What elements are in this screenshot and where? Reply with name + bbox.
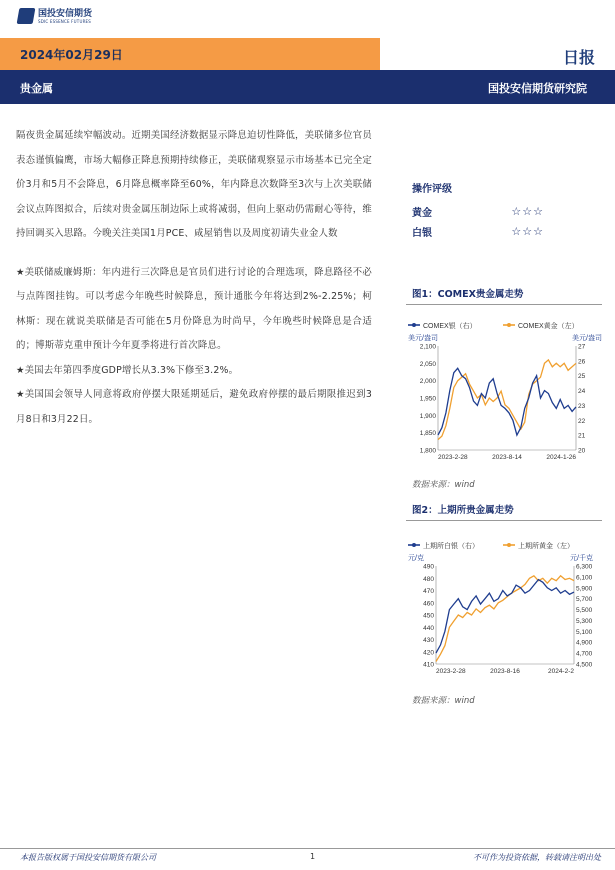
logo-name: 国投安信期货 (38, 8, 93, 19)
x-tick-label: 2023-2-28 (438, 454, 468, 461)
left-tick-label: 2,100 (419, 343, 436, 351)
market-summary-paragraph: 隔夜贵金属延续窄幅波动。近期美国经济数据显示降息迫切性降低，美联储多位官员表态谨慎偏鹰，市场大幅修正降息预期持续修正，美联储观察显示市场基本已完全定价3月和5月不会降息，6月降息概率降至60%，年内降息次数降至3次与上次美联储会议点阵图拟合，后续对贵金属压制边际上或将减弱，但向上驱动仍需耐心等待，维持回调买入思路。今晚关注美国1月PCE、咸屋销售以及周度初请失业金人数 (16, 130, 372, 239)
legend-label: 上期所白银（右） (423, 543, 479, 550)
right-tick-label: 20 (578, 447, 586, 455)
left-tick-label: 430 (423, 637, 434, 644)
right-tick-label: 5,300 (576, 617, 593, 625)
page-number: 1 (310, 852, 316, 861)
rating-item-name: 黄金 (412, 207, 432, 219)
figure-1-chart (406, 318, 606, 468)
left-tick-label: 480 (423, 575, 434, 583)
left-tick-label: 1,850 (419, 430, 436, 438)
left-axis-unit: 元/克 (408, 555, 424, 562)
left-tick-label: 1,800 (419, 447, 436, 455)
footer-disclaimer: 不可作为投资依据，转载请注明出处 (473, 853, 601, 862)
star-rating: ☆☆☆ (511, 224, 544, 238)
left-tick-label: 1,900 (419, 412, 436, 420)
left-tick-label: 1,950 (419, 395, 436, 403)
legend-label: COMEX黄金（左） (518, 323, 579, 330)
left-axis-unit: 美元/盎司 (408, 335, 438, 342)
right-tick-label: 5,700 (576, 596, 593, 604)
right-tick-label: 26 (578, 358, 586, 366)
shfe-chart-svg (406, 538, 606, 682)
right-tick-label: 27 (578, 343, 586, 351)
right-tick-label: 5,900 (576, 585, 593, 593)
footer-copyright: 本报告版权属于国投安信期货有限公司 (20, 853, 156, 862)
date-banner (0, 38, 380, 70)
right-tick-label: 4,700 (576, 650, 593, 658)
x-tick-label: 2023-8-16 (490, 668, 520, 675)
legend-label: COMEX银（右） (423, 323, 477, 330)
sector-banner (0, 70, 615, 104)
right-tick-label: 24 (578, 388, 586, 396)
rating-panel (412, 180, 602, 241)
figure-2-source: 数据来源：wind (412, 696, 475, 706)
main-content (16, 124, 372, 432)
x-tick-label: 2024-1-26 (546, 454, 576, 461)
left-tick-label: 440 (423, 624, 434, 632)
government-shutdown-paragraph: ★美国国会领导人同意将政府停摆大限延期延后，避免政府停摆的最后期限推迟到3月8日和3月22日。 (16, 389, 372, 425)
rating-row-silver (412, 221, 544, 241)
rating-row-gold (412, 201, 544, 221)
left-tick-label: 490 (423, 563, 434, 571)
logo-icon (17, 8, 36, 24)
series-line (438, 360, 576, 440)
sector-name: 贵金属 (20, 82, 53, 95)
right-tick-label: 5,500 (576, 607, 593, 615)
series-line (436, 576, 574, 662)
series-line (438, 368, 576, 435)
left-tick-label: 460 (423, 600, 434, 608)
left-tick-label: 420 (423, 649, 434, 657)
logo-subtitle: SDIC ESSENCE FUTURES (38, 18, 92, 24)
figure-2-title: 图2：上期所贵金属走势 (406, 502, 602, 521)
company-logo (18, 8, 92, 24)
comex-chart-svg (406, 318, 606, 468)
right-tick-label: 4,900 (576, 639, 593, 647)
right-tick-label: 21 (578, 432, 586, 440)
figure-2-chart (406, 538, 606, 682)
rating-item-name: 白银 (412, 227, 432, 239)
right-tick-label: 23 (578, 402, 586, 410)
x-tick-label: 2023-2-28 (436, 668, 466, 675)
figure-1-source: 数据来源：wind (412, 480, 475, 490)
right-tick-label: 5,100 (576, 628, 593, 636)
legend-marker (412, 543, 416, 547)
right-tick-label: 4,500 (576, 661, 593, 669)
rating-title: 操作评级 (412, 184, 452, 195)
right-axis-unit: 元/千克 (570, 555, 593, 562)
legend-marker (507, 323, 511, 327)
left-tick-label: 410 (423, 661, 434, 669)
x-tick-label: 2023-8-14 (492, 454, 522, 461)
report-date: 2024年02月29日 (20, 48, 123, 62)
legend-label: 上期所黄金（左） (518, 543, 574, 550)
right-tick-label: 6,300 (576, 563, 593, 571)
gdp-paragraph: ★美国去年第四季度GDP增长从3.3%下修至3.2%。 (16, 364, 239, 376)
footer-divider (0, 848, 615, 849)
right-axis-unit: 美元/盎司 (572, 335, 602, 342)
left-tick-label: 2,050 (419, 360, 436, 368)
legend-marker (507, 543, 511, 547)
star-rating: ☆☆☆ (511, 204, 544, 218)
report-type: 日报 (562, 48, 595, 67)
right-tick-label: 22 (578, 417, 586, 425)
left-tick-label: 2,000 (419, 378, 436, 386)
left-tick-label: 450 (423, 612, 434, 620)
institute-name: 国投安信期货研究院 (488, 82, 587, 95)
fed-comments-paragraph: ★美联储威廉姆斯：年内进行三次降息是官员们进行讨论的合理选项，降息路径不必与点阵图挂钩。可以考虑今年晚些时候降息，预计通胀今年将达到2%-2.25%；柯林斯：现在就说美联储是否可能在5月份降息为时尚早，今年晚些时候降息是合适的；博斯蒂克重申预计今年夏季将进行首次降息。 (16, 266, 372, 351)
right-tick-label: 6,100 (576, 574, 593, 582)
left-tick-label: 470 (423, 588, 434, 595)
x-tick-label: 2024-2-2 (547, 668, 574, 675)
legend-marker (412, 323, 416, 327)
right-tick-label: 25 (578, 373, 586, 381)
figure-1-title: 图1：COMEX贵金属走势 (406, 286, 602, 305)
